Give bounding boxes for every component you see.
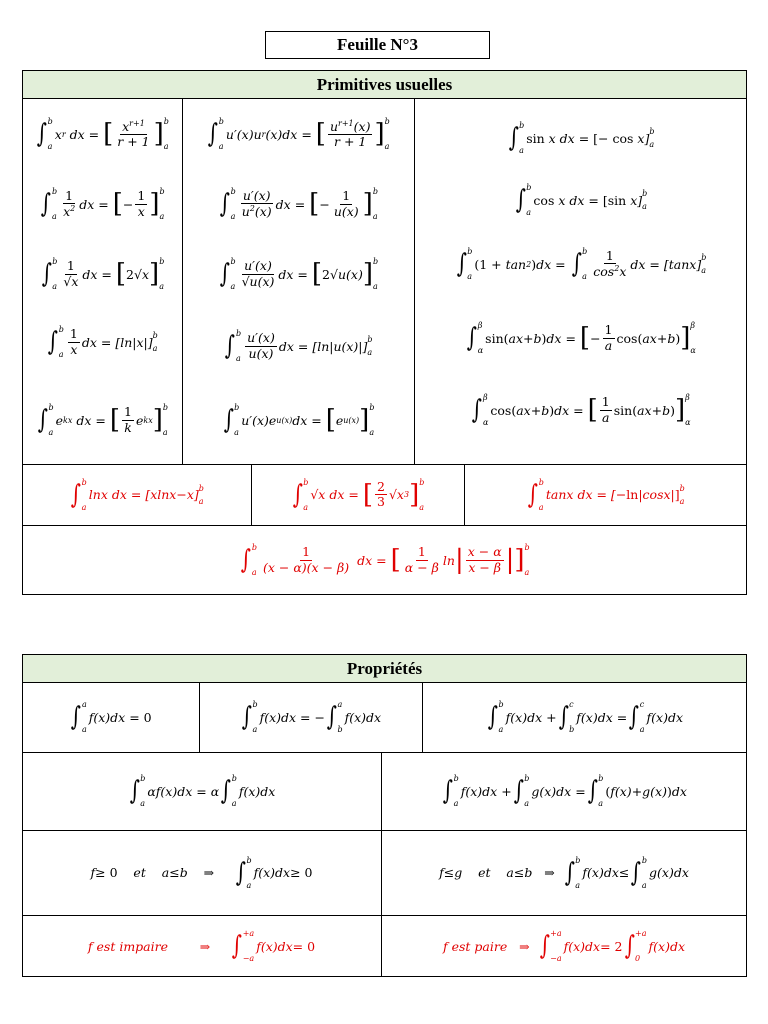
prop-chasles: ∫ b a f(x)dx + ∫ c b f(x)dx = ∫ c a f(x)dx: [487, 700, 684, 734]
prop-linearity: ∫ b a f(x)dx + ∫ b a g(x)dx = ∫ b a ( f(x) + g(x) ) dx: [442, 774, 687, 808]
formula-ln: ∫ b a lnx dx = [xlnx − x] b a: [70, 477, 204, 512]
formula-u-exp: ∫ b a u′(x)e u(x) dx = [ e u(x) ] b a: [223, 403, 375, 437]
formula-u-over-u: ∫ b a $\frac{u'(x)}{u(x)}$ dx = [ln|u(x)|] b a: [225, 329, 373, 363]
prop-positivity: f ≥ 0 et a ≤ b ⇒ ∫ b a f(x)dx ≥ 0: [90, 855, 313, 890]
prop-even: f est paire ⇒ ∫ +a −a f(x)dx = 2 ∫ +a 0 f(x)dx: [442, 929, 686, 963]
formula-sin: ∫ b a sin x dx = [− cos x] b a: [508, 121, 655, 155]
formula-partial-fractions: ∫ b a $\frac{1}{(x - \alpha)(x - \beta)}$ dx = [ $\frac{1}{\alpha - \beta}$ ln | $\frac{x - \alpha}{x - \beta}$ |] b a: [241, 543, 530, 577]
proprietes-header: Propriétés: [22, 654, 747, 683]
prop-monotonicity: f ≤ g et a ≤ b ⇒ ∫ b a f(x)dx ≤ ∫ b a g(x)dx: [439, 855, 689, 890]
formula-cos-affine: ∫ β α cos( ax + b ) dx = [ $\frac{1}{a}$ sin( ax + b ) ] β α: [472, 393, 691, 427]
formula-xr: ∫ b a x r dx = [ $\frac{x^{r+1}}{r + 1}$ ] b a: [36, 117, 169, 151]
sheet-title: Feuille N°3: [265, 31, 490, 59]
formula-sin-affine: ∫ β α sin( ax + b ) dx = [ − $\frac{1}{a}$ cos( ax + b ) ] β α: [466, 321, 696, 355]
prop-scalar: ∫ b a αf(x)dx = α ∫ b a f(x)dx: [129, 774, 276, 808]
formula-inv-x2: ∫ b a $\frac{1}{x^2}$ dx = [ − $\frac{1}{x}$ ] b a: [41, 187, 165, 221]
formula-tan: ∫ b a (1 + tan 2 ) dx = ∫ b a $\frac{1}{\cos^2x}$ dx = [tanx] b a: [456, 247, 707, 281]
primitives-header: Primitives usuelles: [22, 70, 747, 99]
prop-swap-bounds: ∫ b a f(x)dx = − ∫ a b f(x)dx: [241, 700, 382, 734]
formula-u-over-u2: ∫ b a $\frac{u'(x)}{u^2(x)}$ dx = [ − $\frac{1}{u(x)}$ ] b a: [219, 187, 378, 221]
formula-u-ur: ∫ b a u′(x)u r (x)dx = [ $\frac{u^{r+1}(x)}{r + 1}$ ] b a: [207, 117, 390, 151]
prop-zero-interval: ∫ a a f(x)dx = 0: [71, 700, 152, 734]
formula-exp: ∫ b a e kx dx = [ $\frac{1}{k}$ e kx ] b a: [37, 403, 169, 437]
formula-inv-sqrt: ∫ b a $\frac{1}{√x}$ dx = [ 2√ x ] b a: [41, 257, 165, 291]
formula-tanx: ∫ b a tanx dx = [ −ln| cosx |] b a: [527, 477, 685, 512]
formula-u-over-sqrtu: ∫ b a $\frac{u'(x)}{√u(x)}$ dx = [ 2√ u(x) ] b a: [219, 257, 379, 291]
formula-sqrt: ∫ b a √ x dx = [ $\frac{2}{3}$ √ x 3 ] b a: [292, 477, 425, 512]
prop-odd: f est impaire ⇒ ∫ +a −a f(x)dx = 0: [87, 929, 316, 963]
formula-inv-x: ∫ b a $\frac{1}{x}$ dx = [ln|x|] b a: [47, 325, 158, 359]
formula-cos: ∫ b a cos x dx = [sin x] b a: [515, 183, 648, 217]
